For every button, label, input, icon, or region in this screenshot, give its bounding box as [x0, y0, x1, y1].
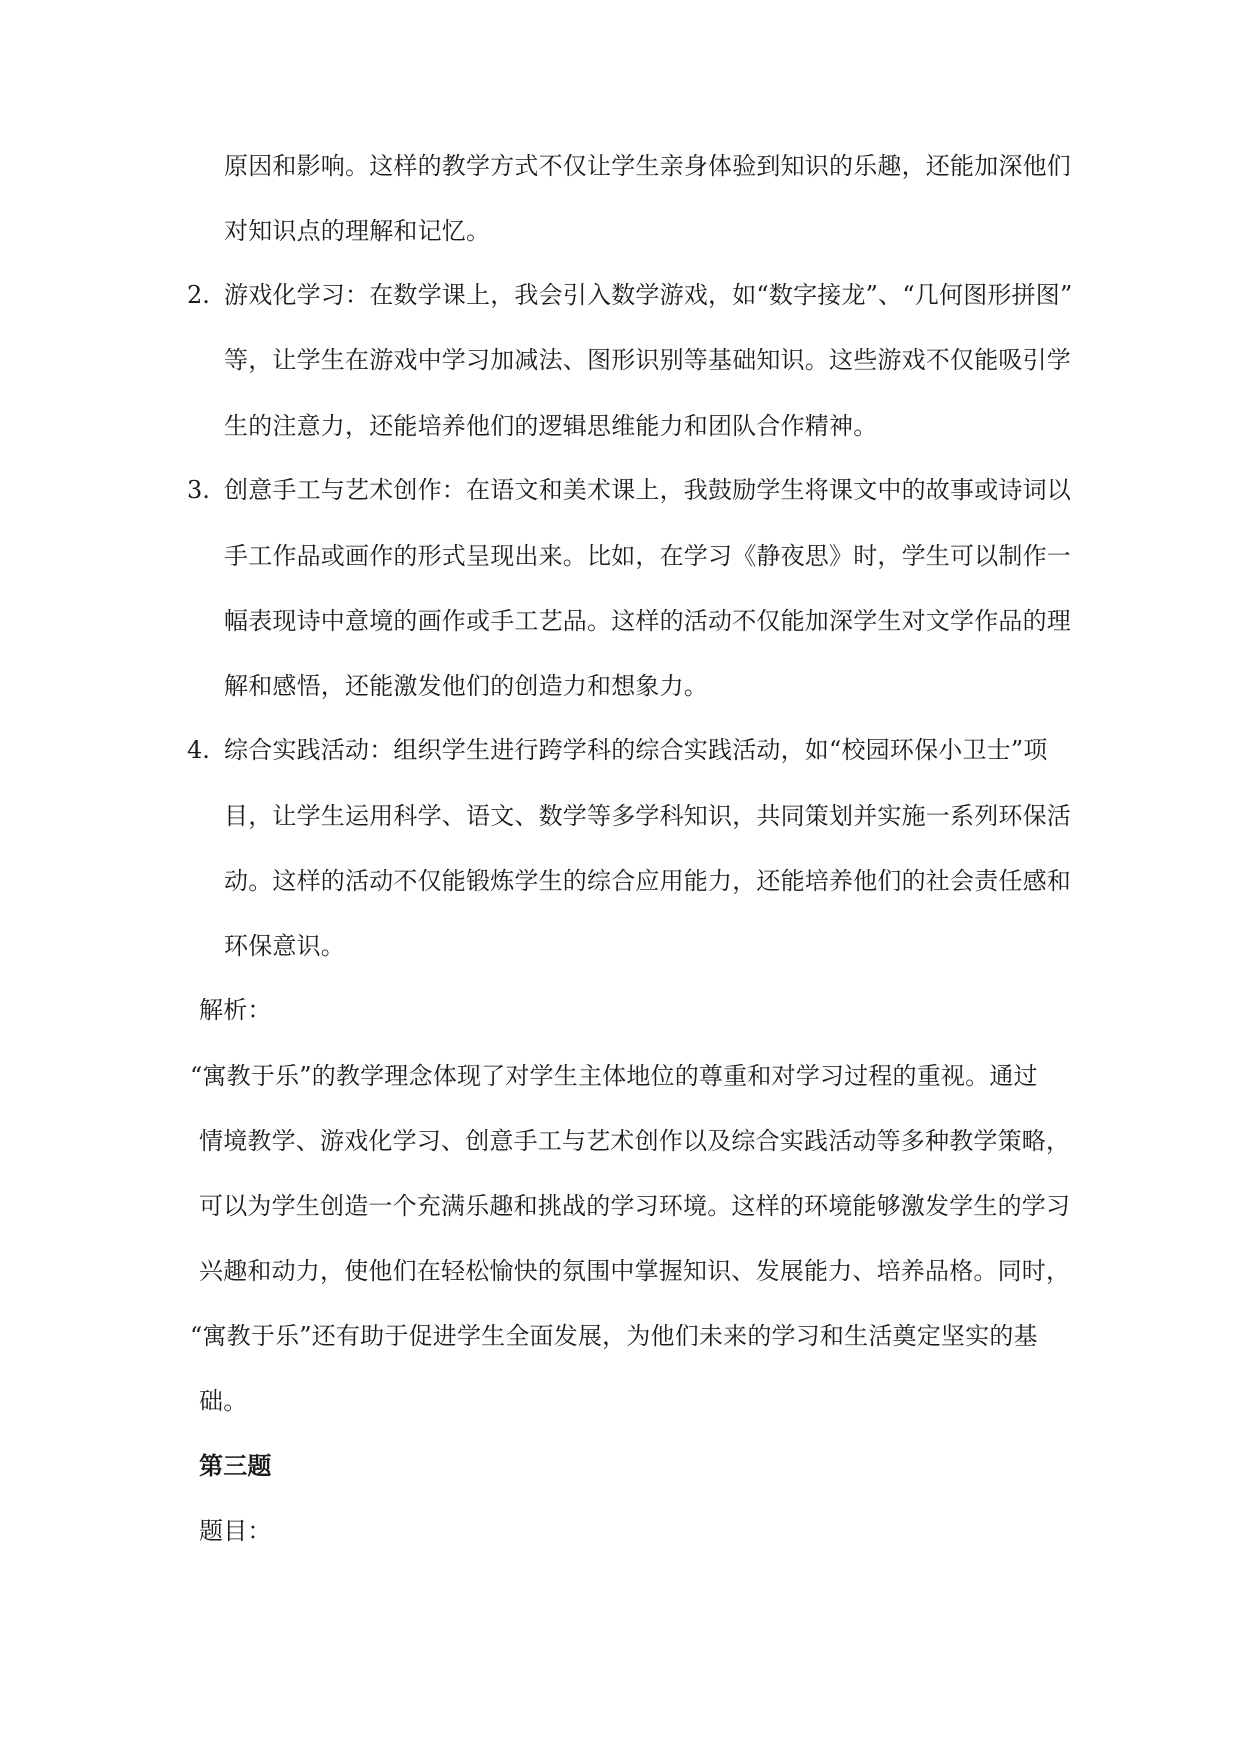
question-label: 题目： — [199, 1517, 272, 1545]
item-2-line-3: 生的注意力，还能培养他们的逻辑思维能力和团队合作精神。 — [224, 412, 878, 440]
analysis-line-2: 情境教学、游戏化学习、创意手工与艺术创作以及综合实践活动等多种教学策略， — [199, 1127, 1071, 1155]
item-4-line-4: 环保意识。 — [224, 932, 345, 960]
analysis-line-1: “寓教于乐”的教学理念体现了对学生主体地位的尊重和对学习过程的重视。通过 — [190, 1062, 1038, 1090]
item-3-line-2: 手工作品或画作的形式呈现出来。比如，在学习《静夜思》时，学生可以制作一 — [224, 542, 1071, 570]
section-heading: 第三题 — [199, 1451, 272, 1480]
item-2-line-2: 等，让学生在游戏中学习加减法、图形识别等基础知识。这些游戏不仅能吸引学 — [224, 346, 1071, 374]
item-2-line-1: 游戏化学习：在数学课上，我会引入数学游戏，如“数字接龙”、“几何图形拼图” — [224, 281, 1073, 309]
item-3-line-3: 幅表现诗中意境的画作或手工艺品。这样的活动不仅能加深学生对文学作品的理 — [224, 607, 1071, 635]
item-3-line-1: 创意手工与艺术创作：在语文和美术课上，我鼓励学生将课文中的故事或诗词以 — [224, 476, 1071, 504]
item-2-number: 2. — [187, 281, 210, 309]
continuation-line-2: 对知识点的理解和记忆。 — [224, 217, 491, 245]
item-3-line-4: 解和感悟，还能激发他们的创造力和想象力。 — [224, 672, 708, 700]
analysis-line-6: 础。 — [199, 1387, 248, 1415]
item-4-line-2: 目，让学生运用科学、语文、数学等多学科知识，共同策划并实施一系列环保活 — [224, 802, 1071, 830]
item-3-number: 3. — [187, 476, 210, 504]
item-4-line-1: 综合实践活动：组织学生进行跨学科的综合实践活动，如“校园环保小卫士”项 — [224, 736, 1048, 764]
analysis-line-4: 兴趣和动力，使他们在轻松愉快的氛围中掌握知识、发展能力、培养品格。同时， — [199, 1257, 1071, 1285]
analysis-line-3: 可以为学生创造一个充满乐趣和挑战的学习环境。这样的环境能够激发学生的学习 — [199, 1192, 1071, 1220]
item-4-line-3: 动。这样的活动不仅能锻炼学生的综合应用能力，还能培养他们的社会责任感和 — [224, 867, 1071, 895]
item-4-number: 4. — [187, 736, 210, 764]
analysis-label: 解析： — [199, 996, 272, 1024]
continuation-line-1: 原因和影响。这样的教学方式不仅让学生亲身体验到知识的乐趣，还能加深他们 — [224, 152, 1071, 180]
analysis-line-5: “寓教于乐”还有助于促进学生全面发展，为他们未来的学习和生活奠定坚实的基 — [190, 1322, 1038, 1350]
